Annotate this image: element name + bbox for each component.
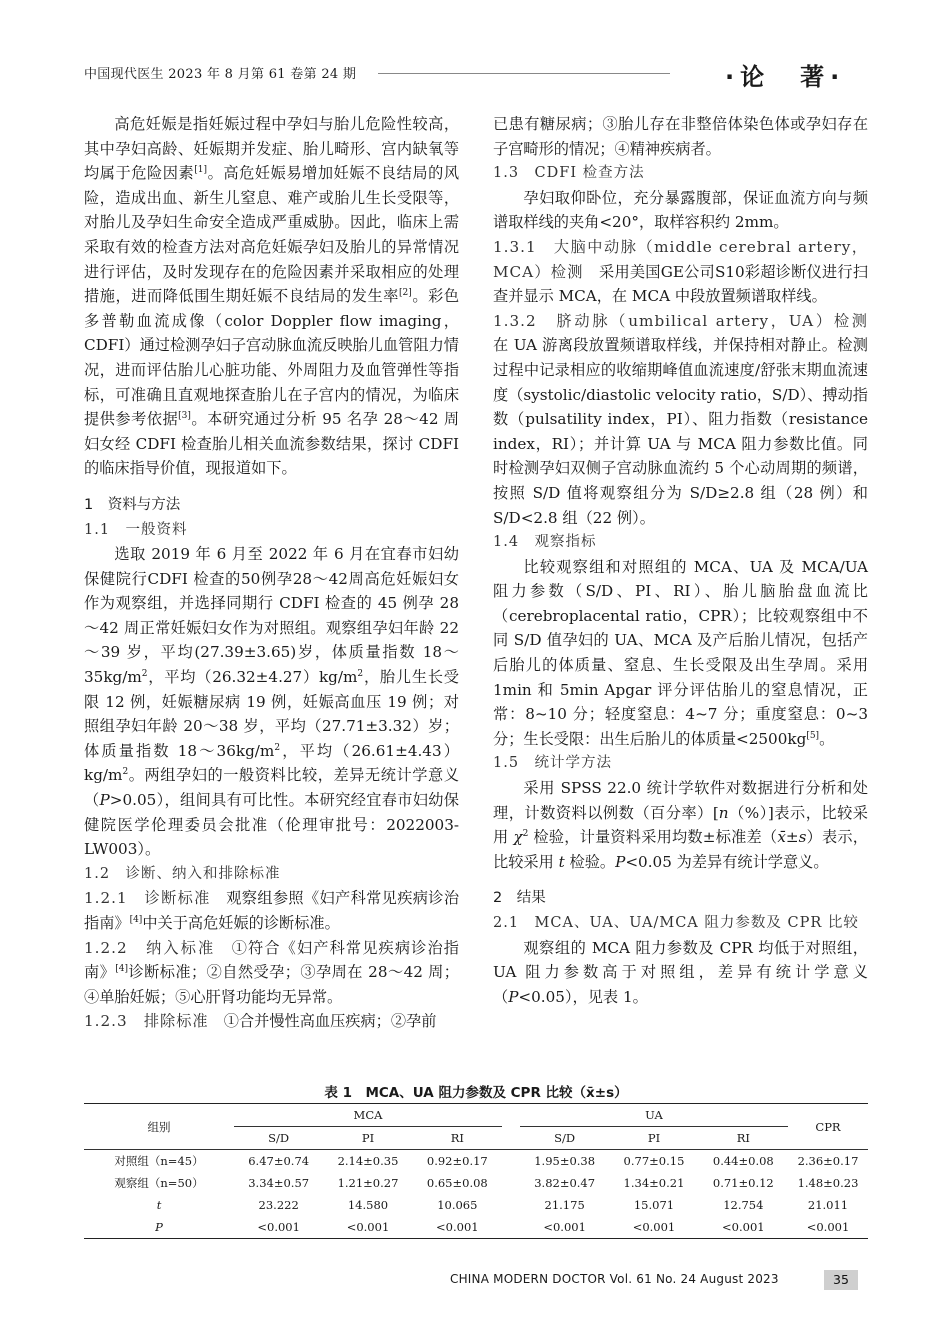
subsection-1-3: 1.3 CDFI 检查方法 [493, 165, 645, 182]
header-rule [378, 73, 670, 74]
general-data-paragraph: 选取 2019 年 6 月至 2022 年 6 月在宜春市妇幼保健院行CDFI 检查的50例孕28～42周高危妊娠妇女作为观察组，并选择同期行 CDFI 检查的 45 例孕 28～42 周正常妊娠妇女作为对照组。观察组孕妇年龄 22～39 岁，平均(27.39±3.65)岁，体质量指数 $18\sim 35kg/m^2$，平均$(26.32\pm 4.27)kg/m^2$，胎儿生长受限 12 例，妊娠糖尿病 19 例，妊娠高血压 19 例；对照组孕妇年龄 20～38 岁，平均（27.71±3.32）岁；体质量指数 $18\sim 36kg/m^2$，平均$(26.61\pm 4.43)kg/m^2$。两组孕妇的一般资料比较，差异无统计学意义（P>0.05），组间具有可比性。本研究经宜春市妇幼保健院医学伦理委员会批准（伦理审批号：2022003-LW003）。 [84, 545, 459, 859]
diagnosis-criteria: 1.2.1 诊断标准 观察组参照《妇产科常见疾病诊治指南》[4]中关于高危妊娠的诊断标准。 [84, 889, 460, 932]
exclusion-criteria: 1.2.3 排除标准 ①合并慢性高血压疾病；②孕前 [84, 1012, 437, 1031]
cell: 21.011 [807, 1198, 849, 1212]
cell: <0.001 [788, 1216, 868, 1239]
table-row [84, 1216, 868, 1239]
section-heading-1: 1 资料与方法 [84, 496, 181, 513]
right-column [493, 112, 868, 1009]
row-label: 对照组（n=45） [114, 1154, 204, 1168]
cell: 10.065 [437, 1198, 478, 1212]
table-header-mca: MCA [234, 1104, 502, 1127]
table-header-group: 组别 [84, 1104, 234, 1150]
row-label: t [156, 1198, 162, 1212]
ua-detection: 1.3.2 脐动脉（umbilical artery，UA）检测 在 UA 游离段放置频谱取样线，并保持相对静止。检测过程中记录相应的收缩期峰值血流速度/舒张末期血流速度（systolic/diastolic velocity ratio，S/D）、搏动指数（pulsatility index，PI）、阻力指数（resistance index，RI）；并计算 UA 与 MCA 阻力参数比值。同时检测孕妇双侧子宫动脉血流约 5 个心动周期的频谱，按照 S/D 值将观察组分为 S/D≥2.8 组（28 例）和 S/D<2.8 组（22 例）。 [493, 311, 868, 527]
table-header-ua: UA [520, 1104, 788, 1127]
cell: 0.71±0.12 [712, 1176, 774, 1190]
inclusion-criteria: 1.2.2 纳入标准 ①符合《妇产科常见疾病诊治指南》[4]诊断标准；②自然受孕；③孕周在 28～42 周；④单胎妊娠；⑤心肝肾功能均无异常。 [84, 938, 459, 1006]
cell: 0.77±0.15 [623, 1154, 685, 1168]
column-label: ·论 著· [725, 63, 846, 91]
cell: 3.34±0.57 [248, 1176, 310, 1190]
subsection-1-2: 1.2 诊断、纳入和排除标准 [84, 865, 281, 882]
cell: 0.44±0.08 [712, 1154, 774, 1168]
results-paragraph: 观察组的 MCA 阻力参数及 CPR 均低于对照组，UA 阻力参数高于对照组，差异有统计学意义（P<0.05），见表 1。 [493, 938, 868, 1006]
table-header-mca-ri: RI [413, 1127, 502, 1150]
cell: 0.65±0.08 [426, 1176, 488, 1190]
subsection-1-1: 1.1 一般资料 [84, 521, 188, 538]
cell: <0.001 [234, 1216, 323, 1239]
table-header-mca-sd: S/D [234, 1127, 323, 1150]
cell: <0.001 [413, 1216, 502, 1239]
row-label: 观察组（n=50） [114, 1176, 204, 1190]
table-row [84, 1172, 868, 1194]
subsection-1-4: 1.4 观察指标 [493, 534, 597, 551]
cell: 12.754 [723, 1198, 764, 1212]
cell: 1.34±0.21 [623, 1176, 685, 1190]
page-number: 35 [824, 1270, 858, 1290]
cell: 15.071 [633, 1198, 675, 1212]
statistics-paragraph: 采用 SPSS 22.0 统计学软件对数据进行分析和处理，计数资料以例数（百分率）[n（%）]表示，比较采用 $\chi^2$ 检验，计量资料采用均数±标准差（x̄±s）表示，比较采用 t 检验。P<0.05 为差异有统计学意义。 [493, 779, 868, 871]
intro-paragraph: 高危妊娠是指妊娠过程中孕妇与胎儿危险性较高，其中孕妇高龄、妊娠期并发症、胎儿畸形、宫内缺氧等均属于危险因素[1]。高危妊娠易增加妊娠不良结局的风险，造成出血、新生儿窒息、难产或胎儿生长受限等，对胎儿及孕妇生命安全造成严重威胁。因此，临床上需采取有效的检查方法对高危妊娠孕妇及胎儿的异常情况进行评估，及时发现存在的危险因素并采取相应的处理措施，进而降低围生期妊娠不良结局的发生率[2]。彩色多普勒血流成像（color Doppler flow imaging，CDFI）通过检测孕妇子宫动脉血流反映胎儿血管阻力情况，进而评估胎儿心脏功能、外周阻力及血管弹性等指标，可准确且直观地探查胎儿在子宫内的情况，为临床提供参考依据[3]。本研究通过分析 95 名孕 28～42 周妇女经 CDFI 检查胎儿相关血流参数结果，探讨 CDFI 的临床指导价值，现报道如下。 [84, 115, 460, 478]
cell: 1.21±0.27 [337, 1176, 399, 1190]
cell: <0.001 [699, 1216, 788, 1239]
table-row [84, 1194, 868, 1216]
cell: <0.001 [520, 1216, 609, 1239]
table-header-cpr: CPR [788, 1104, 868, 1150]
section-heading-2: 2 结果 [493, 890, 546, 907]
table-header-mca-pi: PI [323, 1127, 412, 1150]
cell: 2.36±0.17 [797, 1154, 859, 1168]
table-header-ua-pi: PI [609, 1127, 698, 1150]
cell: 3.82±0.47 [534, 1176, 596, 1190]
cell: 2.14±0.35 [337, 1154, 399, 1168]
left-column [84, 112, 459, 1034]
subsection-2-1: 2.1 MCA、UA、UA/MCA 阻力参数及 CPR 比较 [493, 915, 859, 931]
cell: 14.580 [347, 1198, 389, 1212]
cell: <0.001 [609, 1216, 698, 1239]
mca-detection: 1.3.1 大脑中动脉（middle cerebral artery，MCA）检测 采用美国GE公司S10彩超诊断仪进行扫查并显示 MCA，在 MCA 中段放置频谱取样线。 [493, 237, 869, 306]
cell: <0.001 [323, 1216, 412, 1239]
table-row [84, 1150, 868, 1173]
results-table [84, 1103, 868, 1239]
cell: 0.92±0.17 [426, 1154, 488, 1168]
table-header-ua-ri: RI [699, 1127, 788, 1150]
cell: 1.95±0.38 [534, 1154, 596, 1168]
row-label: P [84, 1216, 234, 1239]
journal-header: 中国现代医生 2023 年 8 月第 61 卷第 24 期 [84, 67, 357, 82]
journal-footer: CHINA MODERN DOCTOR Vol. 61 No. 24 August 2023 [450, 1272, 779, 1286]
observation-indicators: 比较观察组和对照组的 MCA、UA 及 MCA/UA 阻力参数（S/D、PI、RI）、胎儿脑胎盘血流比（cerebroplacental ratio，CPR）；比较观察组中不同 S/D 值孕妇的 UA、MCA 及产后胎儿情况，包括产后胎儿的体质量、窒息、生长受限及出生孕周。采用 1min 和 5min Apgar 评分评估胎儿的窒息情况，正常：8~10 分；轻度窒息：4~7 分；重度窒息：0~3 分；生长受限：出生后胎儿的体质量<2500kg[5]。 [493, 557, 868, 748]
cell: 1.48±0.23 [797, 1176, 859, 1190]
cdfi-method-paragraph: 孕妇取仰卧位，充分暴露腹部，保证血流方向与频谱取样线的夹角<20°，取样容积约 2mm。 [493, 188, 868, 232]
exclusion-continued: 已患有糖尿病；③胎儿存在非整倍体染色体或孕妇存在子宫畸形的情况；④精神疾病者。 [493, 115, 868, 158]
cell: 21.175 [544, 1198, 585, 1212]
cell: 23.222 [258, 1198, 299, 1212]
table-title: 表 1 MCA、UA 阻力参数及 CPR 比较（x̄±s） [324, 1085, 628, 1101]
subsection-1-5: 1.5 统计学方法 [493, 755, 613, 772]
cell: 6.47±0.74 [248, 1154, 310, 1168]
table-header-ua-sd: S/D [520, 1127, 609, 1150]
